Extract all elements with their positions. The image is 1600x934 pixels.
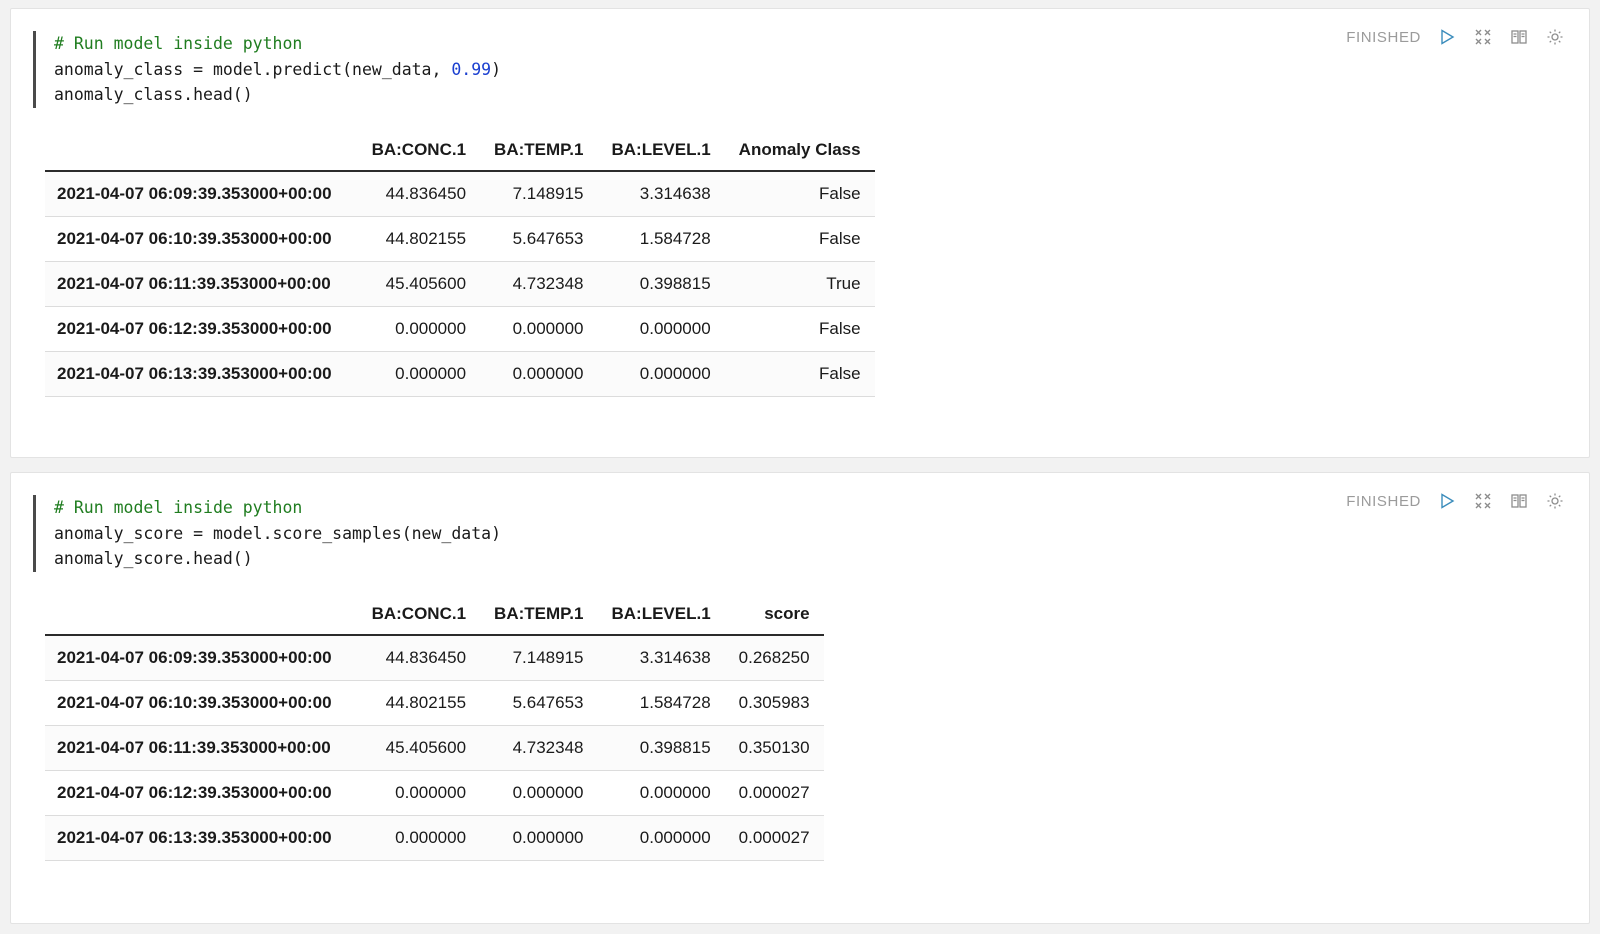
cell-value: 0.000000 xyxy=(597,351,724,396)
cell-value: 7.148915 xyxy=(480,171,597,217)
column-header-temp: BA:TEMP.1 xyxy=(480,598,597,635)
table-row xyxy=(45,216,875,261)
dataframe-table xyxy=(45,134,875,397)
cell-value: 4.732348 xyxy=(480,725,597,770)
notebook-cell[interactable] xyxy=(10,472,1590,924)
column-header-level: BA:LEVEL.1 xyxy=(597,134,724,171)
column-header-conc: BA:CONC.1 xyxy=(358,598,480,635)
cell-value: 44.802155 xyxy=(358,680,480,725)
table-row xyxy=(45,770,824,815)
code-comment-line: # Run model inside python xyxy=(54,34,303,53)
collapse-icon[interactable] xyxy=(1473,491,1493,511)
code-line-2-part-b: model.score_samples(new_data) xyxy=(203,523,502,543)
code-line-2-operator: = xyxy=(193,59,204,79)
notebook-cell[interactable] xyxy=(10,8,1590,458)
cell-value: 0.000000 xyxy=(597,770,724,815)
cell-value: 0.000000 xyxy=(358,351,480,396)
cell-timestamp: 2021-04-07 06:12:39.353000+00:00 xyxy=(45,770,358,815)
cell-value: 0.000000 xyxy=(480,815,597,860)
cell-value: False xyxy=(725,306,875,351)
code-comment-line: # Run model inside python xyxy=(54,498,303,517)
code-line-2-part-c: ) xyxy=(491,59,502,79)
table-header-row xyxy=(45,134,875,171)
column-header-level: BA:LEVEL.1 xyxy=(597,598,724,635)
table-row xyxy=(45,815,824,860)
cell-timestamp: 2021-04-07 06:10:39.353000+00:00 xyxy=(45,216,358,261)
column-header-conc: BA:CONC.1 xyxy=(358,134,480,171)
cell-value: 3.314638 xyxy=(597,635,724,681)
code-line-2-part-a: anomaly_score xyxy=(54,523,194,543)
cell-timestamp: 2021-04-07 06:11:39.353000+00:00 xyxy=(45,261,358,306)
cell-timestamp: 2021-04-07 06:10:39.353000+00:00 xyxy=(45,680,358,725)
cell-value: 1.584728 xyxy=(597,680,724,725)
cell-accent-bar xyxy=(33,31,36,108)
cell-value: False xyxy=(725,171,875,217)
cell-value: True xyxy=(725,261,875,306)
column-header-index xyxy=(45,598,358,635)
cell-value: 4.732348 xyxy=(480,261,597,306)
column-header-index xyxy=(45,134,358,171)
cell-value: 0.398815 xyxy=(597,725,724,770)
cell-status-bar xyxy=(1346,491,1565,511)
cell-value: 1.584728 xyxy=(597,216,724,261)
column-header-temp: BA:TEMP.1 xyxy=(480,134,597,171)
table-row xyxy=(45,306,875,351)
code-line-2-part-a: anomaly_class xyxy=(54,59,194,79)
cell-value: False xyxy=(725,216,875,261)
cell-value: 44.802155 xyxy=(358,216,480,261)
code-line-2-number: 0.99 xyxy=(451,59,492,79)
cell-timestamp: 2021-04-07 06:13:39.353000+00:00 xyxy=(45,815,358,860)
code-line-2-operator: = xyxy=(193,523,204,543)
cell-value: 3.314638 xyxy=(597,171,724,217)
cell-value: 0.000000 xyxy=(597,306,724,351)
cell-value: 5.647653 xyxy=(480,216,597,261)
code-line-3: anomaly_class.head() xyxy=(54,85,253,104)
cell-value: 0.268250 xyxy=(725,635,824,681)
book-icon[interactable] xyxy=(1509,27,1529,47)
cell-value: 0.000000 xyxy=(480,770,597,815)
cell-value: 44.836450 xyxy=(358,635,480,681)
cell-timestamp: 2021-04-07 06:12:39.353000+00:00 xyxy=(45,306,358,351)
column-header-score: score xyxy=(725,598,824,635)
cell-value: False xyxy=(725,351,875,396)
cell-timestamp: 2021-04-07 06:13:39.353000+00:00 xyxy=(45,351,358,396)
run-icon[interactable] xyxy=(1437,491,1457,511)
gear-icon[interactable] xyxy=(1545,27,1565,47)
cell-value: 7.148915 xyxy=(480,635,597,681)
status-badge: FINISHED xyxy=(1346,28,1421,46)
cell-value: 44.836450 xyxy=(358,171,480,217)
gear-icon[interactable] xyxy=(1545,491,1565,511)
cell-timestamp: 2021-04-07 06:11:39.353000+00:00 xyxy=(45,725,358,770)
cell-value: 0.305983 xyxy=(725,680,824,725)
cell-value: 0.350130 xyxy=(725,725,824,770)
table-row xyxy=(45,171,875,217)
code-block[interactable] xyxy=(54,31,501,108)
table-row xyxy=(45,725,824,770)
code-block[interactable] xyxy=(54,495,501,572)
cell-value: 5.647653 xyxy=(480,680,597,725)
cell-value: 45.405600 xyxy=(358,261,480,306)
code-line-3: anomaly_score.head() xyxy=(54,549,253,568)
table-header-row xyxy=(45,598,824,635)
table-row xyxy=(45,635,824,681)
cell-value: 0.000000 xyxy=(480,351,597,396)
dataframe-table xyxy=(45,598,824,861)
table-row xyxy=(45,680,824,725)
cell-value: 0.000027 xyxy=(725,770,824,815)
cell-value: 0.000000 xyxy=(358,770,480,815)
book-icon[interactable] xyxy=(1509,491,1529,511)
cell-value: 0.000000 xyxy=(358,306,480,351)
dataframe-output xyxy=(11,134,1589,397)
column-header-anomaly-class: Anomaly Class xyxy=(725,134,875,171)
cell-value: 0.000000 xyxy=(597,815,724,860)
cell-status-bar xyxy=(1346,27,1565,47)
table-row xyxy=(45,261,875,306)
status-badge: FINISHED xyxy=(1346,492,1421,510)
cell-timestamp: 2021-04-07 06:09:39.353000+00:00 xyxy=(45,635,358,681)
cell-accent-bar xyxy=(33,495,36,572)
cell-value: 0.000000 xyxy=(480,306,597,351)
cell-value: 0.398815 xyxy=(597,261,724,306)
collapse-icon[interactable] xyxy=(1473,27,1493,47)
dataframe-output xyxy=(11,598,1589,861)
cell-timestamp: 2021-04-07 06:09:39.353000+00:00 xyxy=(45,171,358,217)
table-row xyxy=(45,351,875,396)
code-line-2-part-b: model.predict(new_data, xyxy=(203,59,452,79)
cell-value: 45.405600 xyxy=(358,725,480,770)
cell-value: 0.000027 xyxy=(725,815,824,860)
run-icon[interactable] xyxy=(1437,27,1457,47)
cell-value: 0.000000 xyxy=(358,815,480,860)
